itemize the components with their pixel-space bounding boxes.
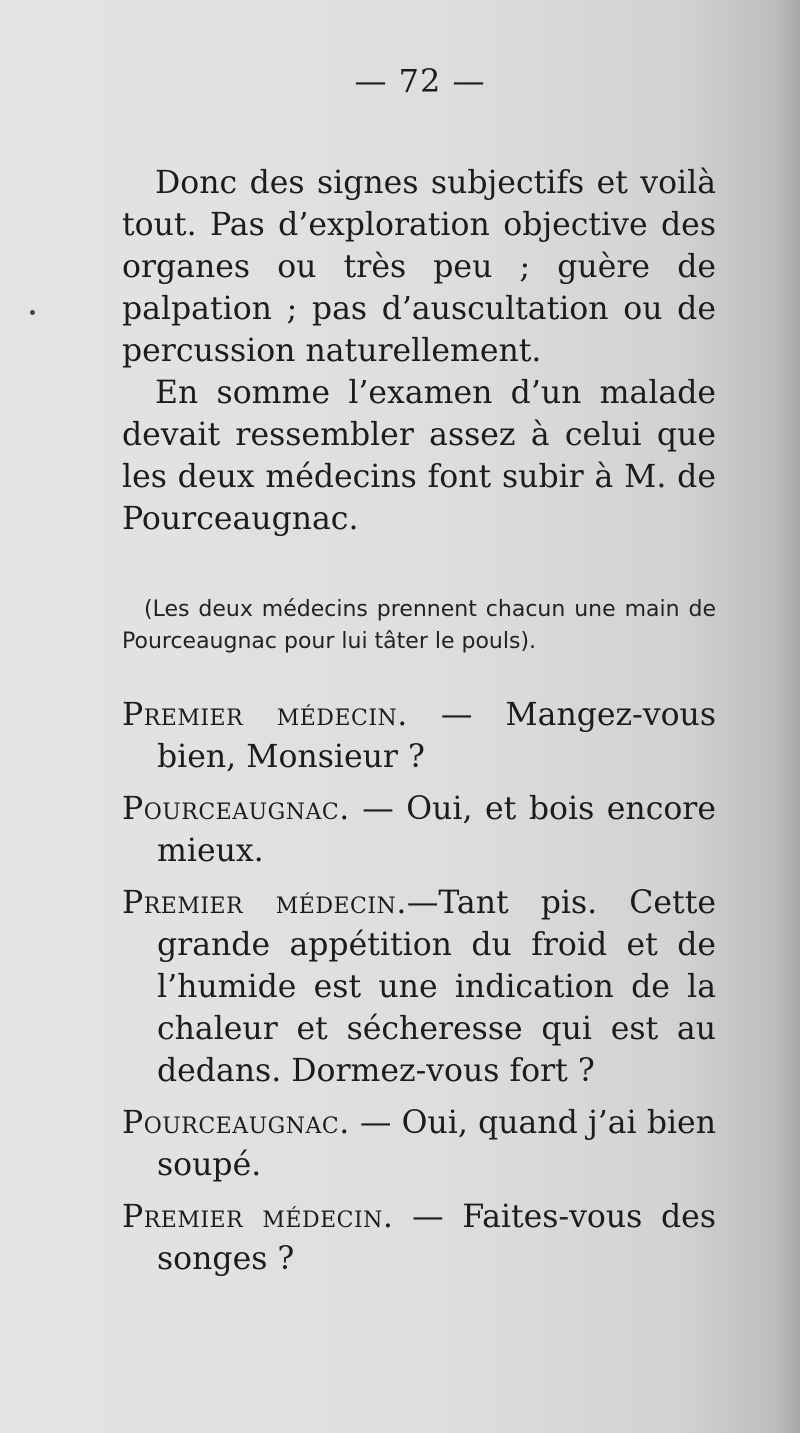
dialogue-text: Mangez-vous bien, Monsieur ?	[157, 697, 716, 775]
dialogue-text: Tant pis. Cette grande appétition du froid et de l’humide est une indication de la chaleur et sécheresse qui est au dedans. Dormez-vous fort ?	[157, 885, 717, 1089]
dialogue-text: Oui, quand j’ai bien soupé.	[157, 1105, 716, 1183]
dialogue-line	[122, 1196, 716, 1280]
dialogue-line	[122, 788, 716, 872]
dialogue-line	[122, 1102, 716, 1186]
speaker-name: Pourceaugnac.	[122, 1105, 350, 1141]
dialogue-separator: —	[349, 791, 407, 827]
speaker-name: Premier médecin.	[122, 1199, 394, 1235]
text-column	[122, 162, 716, 1290]
speaker-name: Premier médecin.	[122, 885, 407, 921]
dialogue-text: Faites-vous des songes ?	[157, 1199, 716, 1277]
speaker-name: Pourceaugnac.	[122, 791, 350, 827]
margin-speck	[30, 310, 35, 315]
dialogue-text: Oui, et bois encore mieux.	[157, 791, 716, 869]
dialogue-line	[122, 694, 716, 778]
stage-direction: (Les deux médecins prennent chacun une main de Pourceaugnac pour lui tâter le pouls).	[122, 597, 716, 654]
paragraph: En somme l’examen d’un malade devait ressembler assez à celui que les deux médecins font subir à M. de Pourceaugnac.	[122, 375, 716, 537]
dialogue-line	[122, 882, 716, 1092]
dialogue-separator: —	[406, 885, 439, 921]
speaker-name: Premier médecin.	[122, 697, 408, 733]
dialogue-separator: —	[407, 697, 506, 733]
page-number: — 72 —	[354, 62, 486, 100]
paragraph: Donc des signes subjectifs et voilà tout. Pas d’exploration objective des organes ou très peu ; guère de palpation ; pas d’auscultation ou de percussion naturellement.	[122, 165, 716, 369]
dialogue-separator: —	[393, 1199, 463, 1235]
dialogue-separator: —	[349, 1105, 402, 1141]
